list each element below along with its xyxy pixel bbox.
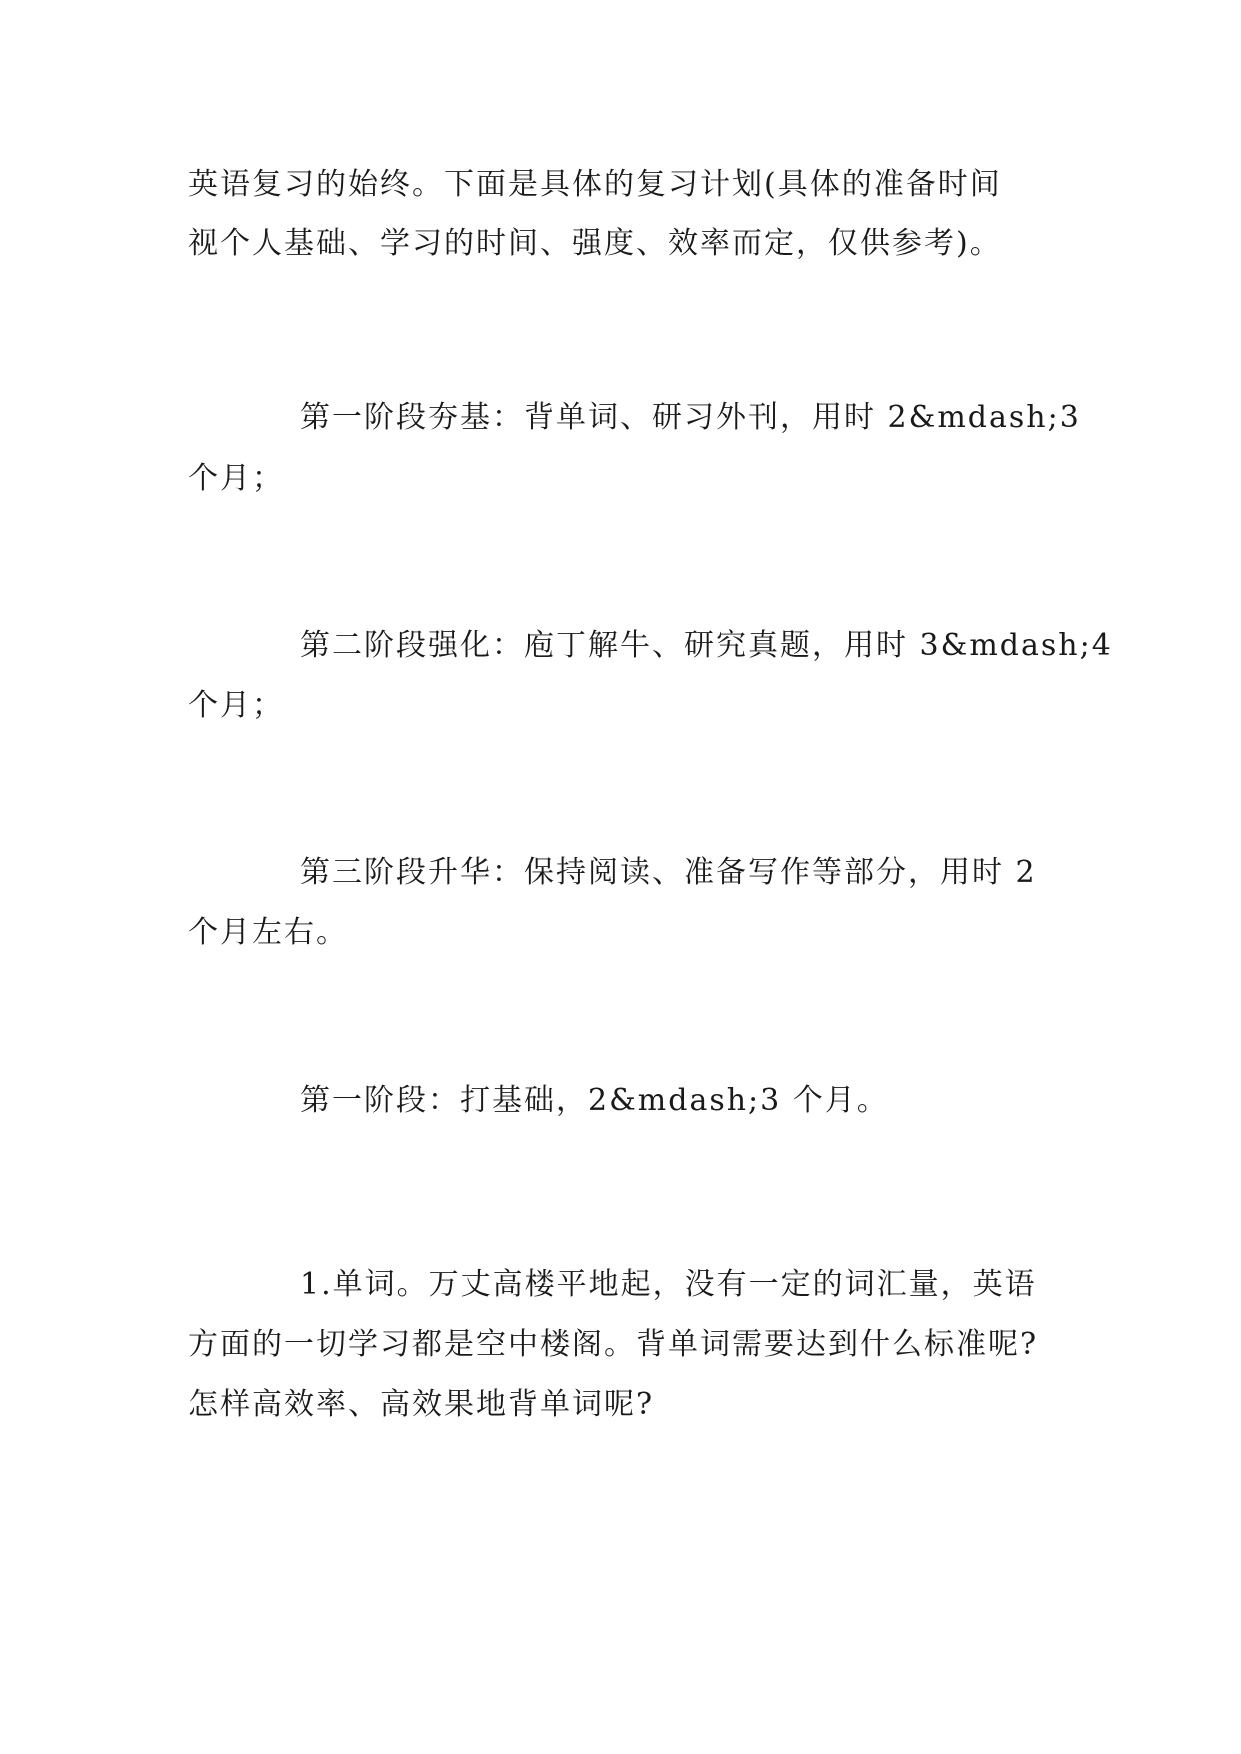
text-line-1: 英语复习的始终。下面是具体的复习计划(具体的准备时间 — [188, 167, 1002, 202]
text-line-3: 第一阶段夯基：背单词、研习外刊，用时 2&mdash;3 — [300, 400, 1081, 435]
text-line-4: 个月； — [188, 461, 284, 496]
text-line-2: 视个人基础、学习的时间、强度、效率而定，仅供参考)。 — [188, 226, 1002, 261]
text-line-10: 1.单词。万丈高楼平地起，没有一定的词汇量，英语 — [300, 1267, 1037, 1302]
text-line-11: 方面的一切学习都是空中楼阁。背单词需要达到什么标准呢? — [188, 1327, 1039, 1362]
text-line-5: 第二阶段强化：庖丁解牛、研究真题，用时 3&mdash;4 — [300, 628, 1113, 663]
text-line-12: 怎样高效率、高效果地背单词呢? — [188, 1387, 655, 1422]
text-line-9: 第一阶段：打基础，2&mdash;3 个月。 — [300, 1083, 889, 1118]
text-line-6: 个月； — [188, 688, 284, 723]
text-line-7: 第三阶段升华：保持阅读、准备写作等部分，用时 2 — [300, 855, 1037, 890]
text-line-8: 个月左右。 — [188, 915, 348, 950]
